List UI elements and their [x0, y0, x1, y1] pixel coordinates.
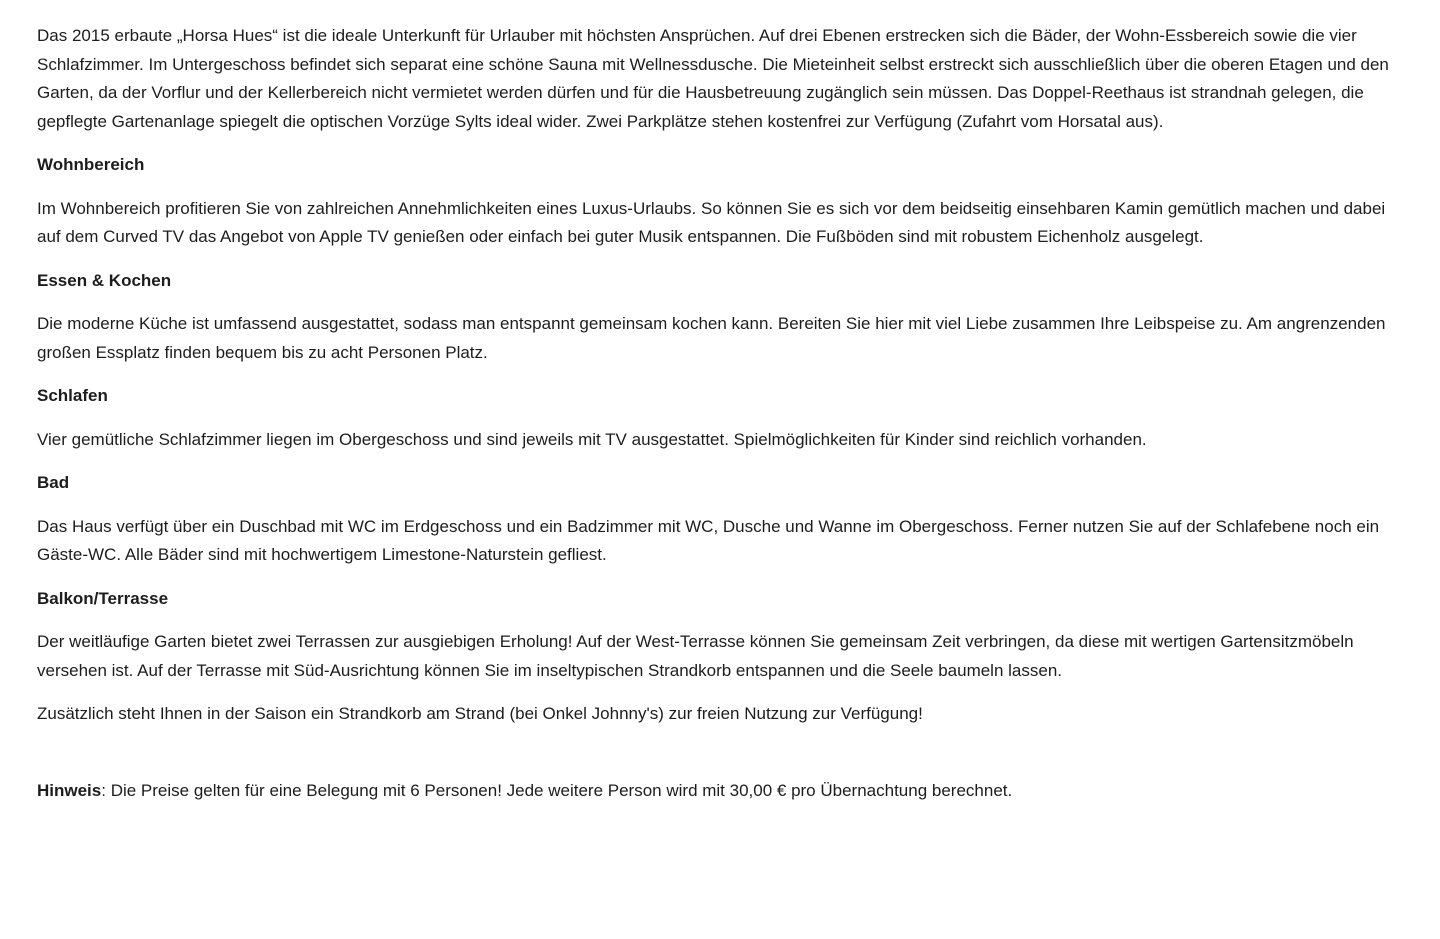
note-paragraph	[37, 777, 1406, 806]
section-heading-bad: Bad	[37, 473, 70, 492]
intro-paragraph: Das 2015 erbaute „Horsa Hues“ ist die ideale Unterkunft für Urlauber mit höchsten Ansprüchen. Auf drei Ebenen erstrecken sich die Bäder, der Wohn-Essbereich sowie die vier Schlafzimmer. Im Untergeschoss befindet sich separat eine schöne Sauna mit Wellnessdusche. Die Mieteinheit selbst erstreckt sich ausschließlich über die oberen Etagen und den Garten, da der Vorflur und der Kellerbereich nicht vermietet werden dürfen und für die Hausbetreuung zugänglich sein müssen. Das Doppel-Reethaus ist strandnah gelegen, die gepflegte Gartenanlage spiegelt die optischen Vorzüge Sylts ideal wider. Zwei Parkplätze stehen kostenfrei zur Verfügung (Zufahrt vom Horsatal aus).	[37, 26, 1389, 131]
section-body-essen-kochen: Die moderne Küche ist umfassend ausgestattet, sodass man entspannt gemeinsam kochen kann. Bereiten Sie hier mit viel Liebe zusammen Ihre Leibspeise zu. Am angrenzenden großen Essplatz finden bequem bis zu acht Personen Platz.	[37, 314, 1386, 362]
note-label: Hinweis	[37, 780, 102, 800]
section-body-bad: Das Haus verfügt über ein Duschbad mit WC im Erdgeschoss und ein Badzimmer mit WC, Dusche und Wanne im Obergeschoss. Ferner nutzen Sie auf der Schlafebene noch ein Gäste-WC. Alle Bäder sind mit hochwertigem Limestone-Naturstein gefliest.	[37, 516, 1380, 564]
section-heading-balkon-terrasse: Balkon/Terrasse	[37, 588, 169, 608]
section-heading-wohnbereich: Wohnbereich	[37, 155, 145, 174]
extra-paragraph: Zusätzlich steht Ihnen in der Saison ein Strandkorb am Strand (bei Onkel Johnny's) zur freien Nutzung zur Verfügung!	[37, 704, 923, 723]
note-text: : Die Preise gelten für eine Belegung mit 6 Personen! Jede weitere Person wird mit 30,00 € pro Übernachtung berechnet.	[101, 780, 1013, 800]
section-heading-essen-kochen: Essen & Kochen	[37, 270, 172, 290]
section-heading-schlafen: Schlafen	[37, 386, 108, 405]
section-body-balkon-terrasse: Der weitläufige Garten bietet zwei Terrassen zur ausgiebigen Erholung! Auf der West-Terrasse können Sie gemeinsam Zeit verbringen, da diese mit wertigen Gartensitzmöbeln versehen ist. Auf der Terrasse mit Süd-Ausrichtung können Sie im inseltypischen Strandkorb entspannen und die Seele baumeln lassen.	[37, 632, 1354, 680]
section-body-wohnbereich: Im Wohnbereich profitieren Sie von zahlreichen Annehmlichkeiten eines Luxus-Urlaubs. So können Sie es sich vor dem beidseitig einsehbaren Kamin gemütlich machen und dabei auf dem Curved TV das Angebot von Apple TV genießen oder einfach bei guter Musik entspannen. Die Fußböden sind mit robustem Eichenholz ausgelegt.	[37, 198, 1386, 246]
section-body-schlafen: Vier gemütliche Schlafzimmer liegen im Obergeschoss und sind jeweils mit TV ausgestattet. Spielmöglichkeiten für Kinder sind reichlich vorhanden.	[37, 429, 1147, 449]
